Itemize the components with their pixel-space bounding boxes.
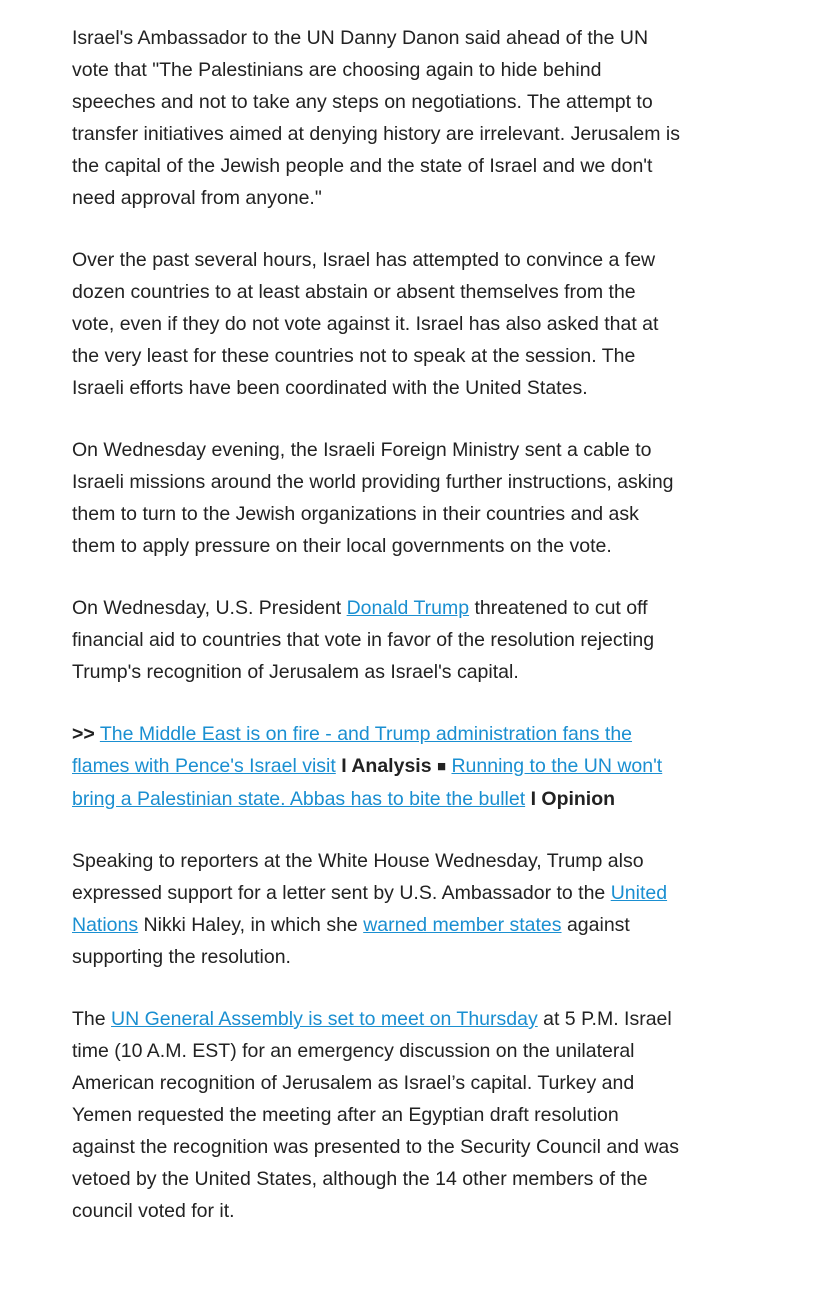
related-article-link-opinion[interactable]: Running to the UN won't bring a Palestinian state. Abbas has to bite the bullet — [72, 755, 663, 810]
paragraph-text: On Wednesday evening, the Israeli Foreign Ministry sent a cable to Israeli missions around the world providing further instructions, asking them to turn to the Jewish organizations in their countries and ask them to apply pressure on their local governments on the vote. — [72, 439, 674, 557]
paragraph-text: against supporting the resolution. — [72, 914, 630, 968]
paragraph-text: Nikki Haley, in which she — [138, 914, 364, 936]
paragraph-general-assembly — [72, 1003, 682, 1227]
paragraph-trump-threat — [72, 592, 682, 688]
paragraph-text: The — [72, 1008, 112, 1030]
paragraph-foreign-ministry-cable — [72, 434, 682, 562]
related-prefix: >> — [72, 723, 95, 745]
opinion-tag: I Opinion — [530, 788, 616, 810]
related-links-paragraph — [72, 718, 682, 815]
paragraph-text: Speaking to reporters at the White House Wednesday, Trump also expressed support for a letter sent by U.S. Ambassador to the — [72, 850, 644, 904]
paragraph-text: Over the past several hours, Israel has attempted to convince a few dozen countries to at least abstain or absent themselves from the vote, even if they do not vote against it. Israel has also asked that at the very least for these countries not to speak at the session. The Israeli efforts have been coordinated with the United States. — [72, 249, 659, 399]
general-assembly-link[interactable]: UN General Assembly is set to meet on Thursday — [111, 1008, 538, 1030]
paragraph-text: at 5 P.M. Israel time (10 A.M. EST) for an emergency discussion on the unilateral American recognition of Jerusalem as Israel’s capital. Turkey and Yemen requested the meeting after an Egyptian draft resolution against the recognition was presented to the Security Council and was vetoed by the United States, although the 14 other members of the council voted for it. — [72, 1008, 680, 1222]
square-separator: ■ — [436, 758, 447, 775]
paragraph-text: threatened to cut off financial aid to countries that vote in favor of the resolution rejecting Trump's recognition of Jerusalem as Israel's capital. — [72, 597, 655, 683]
donald-trump-link[interactable]: Donald Trump — [346, 597, 470, 619]
paragraph-haley-letter — [72, 845, 682, 973]
paragraph-text: Israel's Ambassador to the UN Danny Danon said ahead of the UN vote that "The Palestinians are choosing again to hide behind speeches and not to take any steps on negotiations. The attempt to transfer initiatives aimed at denying history are irrelevant. Jerusalem is the capital of the Jewish people and the state of Israel and we don't need approval from anyone." — [72, 27, 681, 209]
paragraph-danon-quote — [72, 22, 682, 214]
united-nations-link[interactable]: United Nations — [72, 882, 668, 936]
analysis-tag: I Analysis — [341, 755, 432, 777]
article-body — [72, 22, 682, 1257]
paragraph-text: On Wednesday, U.S. President — [72, 597, 347, 619]
related-article-link-analysis[interactable]: The Middle East is on fire - and Trump administration fans the flames with Pence's Israel visit — [72, 723, 633, 777]
warned-member-states-link[interactable]: warned member states — [363, 914, 562, 936]
paragraph-israel-efforts — [72, 244, 682, 404]
